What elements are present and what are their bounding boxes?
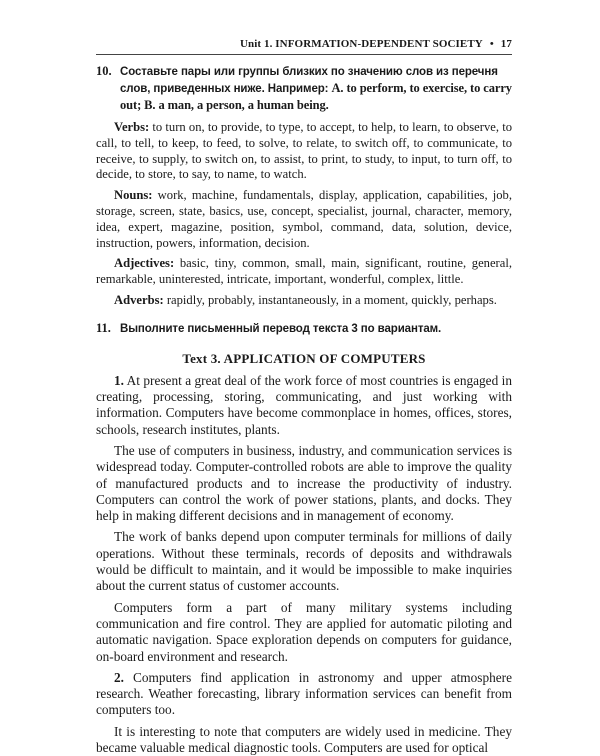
unit-title: Unit 1. INFORMATION-DEPENDENT SOCIETY [239,38,483,50]
word-list-adjectives [96,256,512,288]
paragraph-text: The use of computers in business, industry, and communication services is widespread today. Computer-controlled robots are able to improve the quality of manufactured products and to increase the productivity of industry. Computers can control the work of power stations, plants, and docks. They help in making different decisions and in management of economy. [96,442,512,524]
word-list-nouns [96,188,512,251]
instruction-russian: Составьте пары или группы близких по значению слов из перечня слов, приведенных ниже. Например: [120,66,498,95]
word-list-label: Nouns: [114,188,153,203]
text-paragraph [96,600,512,665]
exercise-11-heading [96,321,512,337]
page-number: 17 [500,38,512,50]
word-list-words: rapidly, probably, instantaneously, in a moment, quickly, perhaps. [166,292,497,307]
paragraph-text: It is interesting to note that computers are widely used in medicine. They became valuable medical diagnostic tools. Computers are used for optical [96,723,512,755]
instruction-example: A. to perform, to exercise, to carry out; B. a man, a person, a human being. [120,81,512,112]
text-paragraph [96,373,512,438]
exercise-number: 11. [96,320,111,335]
paragraph-number: 2. [114,669,124,685]
text-paragraph [96,724,512,756]
exercise-number: 10. [96,64,112,78]
exercise-instruction [120,64,512,114]
paragraph-text: At present a great deal of the work force of most countries is engaged in creating, processing, storing, communicating, and just working with information. Computers have become commonplace in homes, offices, stores, schools, research institutes, plants. [96,372,512,437]
running-header [96,38,512,55]
word-list-words: basic, tiny, common, small, main, significant, routine, general, remarkable, uninterested, intricate, important, wonderful, complex, little. [96,256,512,287]
exercise-10-heading [96,64,512,114]
text-paragraph [96,670,512,719]
word-list-words: to turn on, to provide, to type, to accept, to help, to learn, to observe, to call, to tell, to keep, to feed, to solve, to relate, to switch off, to communicate, to receive, to supply, to switch on, to assist, to print, to study, to input, to turn off, to decide, to store, to say, to name, to watch. [96,120,512,182]
word-list-words: work, machine, fundamentals, display, application, capabilities, job, storage, screen, state, basics, use, concept, specialist, journal, character, memory, idea, expert, magazine, position, symbol, command, data, solution, device, instruction, powers, information, decision. [96,188,512,250]
paragraph-text: Computers find application in astronomy and upper atmosphere research. Weather forecasting, library information services can benefit from computers too. [96,669,512,718]
word-list-verbs [96,120,512,183]
word-list-adverbs [96,293,512,309]
paragraph-text: Computers form a part of many military systems including communication and fire control. They are applied for automatic piloting and automatic navigation. Space exploration depends on computers for guidance, on-board environment and research. [96,599,512,664]
text-title: Text 3. APPLICATION OF COMPUTERS [182,350,426,366]
paragraph-number: 1. [114,372,124,388]
header-bullet: • [489,38,494,50]
word-list-label: Verbs: [114,120,150,134]
exercise-instruction: Выполните письменный перевод текста 3 по вариантам. [120,322,442,335]
word-list-label: Adjectives: [114,256,175,271]
text-paragraph [96,529,512,594]
word-list-label: Adverbs: [114,292,164,307]
paragraph-text: The work of banks depend upon computer terminals for millions of daily operations. Without these terminals, records of deposits and withdrawals would be difficult to maintain, and it would be impossible to make inquiries about the current status of customer accounts. [96,529,512,594]
text-paragraph [96,443,512,524]
